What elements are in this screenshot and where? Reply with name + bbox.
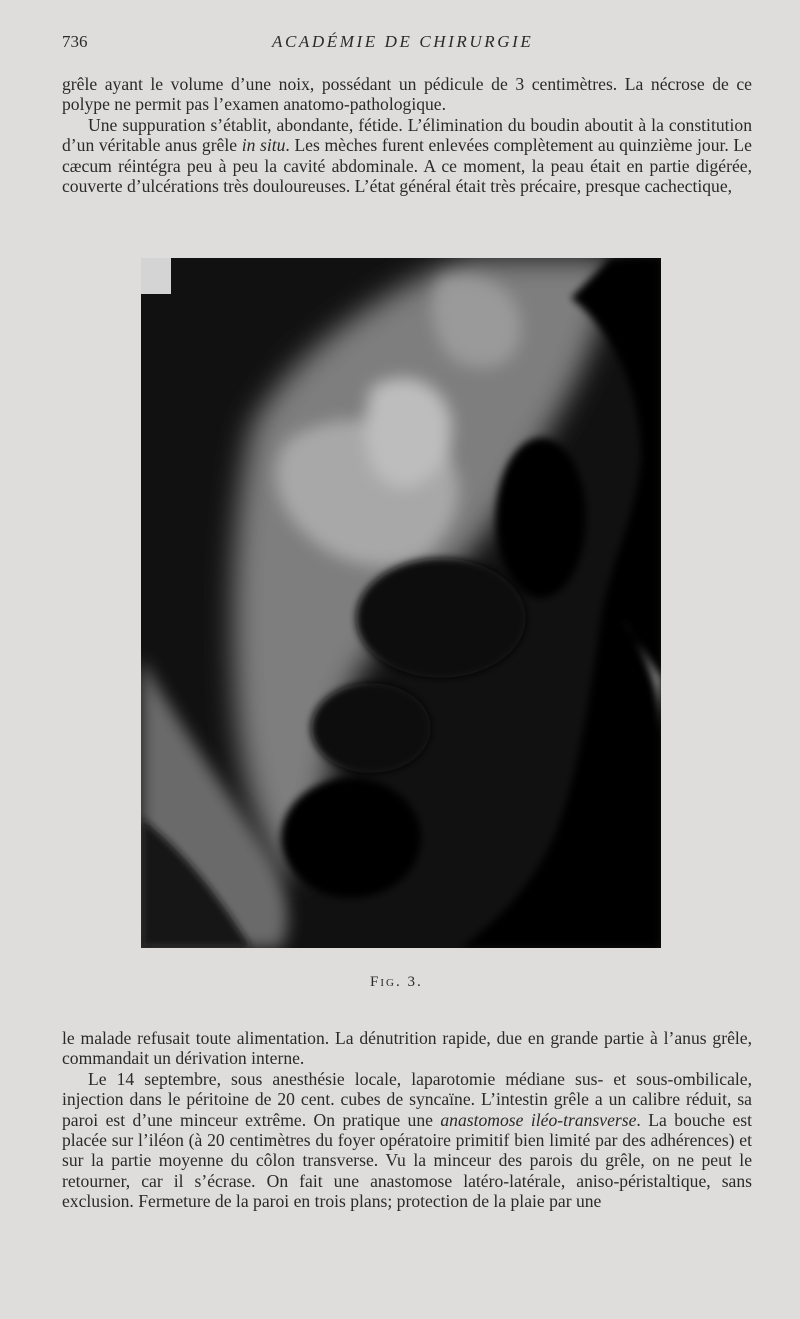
text-run: Le 14 septembre, sous anesthésie locale, laparotomie médiane sus- et sous-ombilicale, injection dans le péritoine de 20 cent. cubes de syncaïne. L’intestin grêle a un calibre réduit, sa paroi est d’une minceur extrême. On pratique une	[62, 1068, 752, 1130]
radiograph-figure	[141, 258, 661, 948]
italic-term: anastomose iléo-transverse	[440, 1109, 637, 1130]
paragraph	[62, 1069, 752, 1212]
page-number: 736	[62, 32, 88, 51]
running-header	[62, 32, 752, 54]
text-run: Une suppuration s’établit, abondante, fétide. L’élimination du boudin aboutit à la constitution d’un véritable anus grêle	[62, 114, 752, 156]
italic-term: in situ	[241, 135, 286, 156]
paragraph: le malade refusait toute alimentation. La dénutrition rapide, due en grande partie à l’anus grêle, commandait un dérivation interne.	[62, 1028, 752, 1069]
body-text-top	[62, 74, 752, 196]
journal-title: ACADÉMIE DE CHIRURGIE	[272, 32, 534, 51]
text-run: . La bouche est placée sur l’iléon (à 20 centimètres du foyer opératoire primitif bien limité par des adhérences) et sur la partie moyenne du côlon transverse. Vu la minceur des parois du grêle, on ne peut le retourner, car il s’écrase. On fait une anastomose latéro-latérale, aniso-péristaltique, sans exclusion. Fermeture de la paroi en trois plans; protection de la plaie par une	[62, 1109, 752, 1212]
paragraph	[62, 115, 752, 197]
figure-caption: Fig. 3.	[370, 974, 423, 990]
xray-image	[141, 258, 661, 948]
text-run: . Les mèches furent enlevées complètement au quinzième jour. Le cæcum réintégra peu à peu la cavité abdominale. A ce moment, la peau était en partie digérée, couverte d’ulcérations très douloureuses. L’état général était très précaire, presque cachectique,	[62, 135, 752, 197]
paragraph: grêle ayant le volume d’une noix, possédant un pédicule de 3 centimètres. La nécrose de ce polype ne permit pas l’examen anatomo-pathologique.	[62, 74, 752, 115]
body-text-bottom	[62, 1028, 752, 1212]
